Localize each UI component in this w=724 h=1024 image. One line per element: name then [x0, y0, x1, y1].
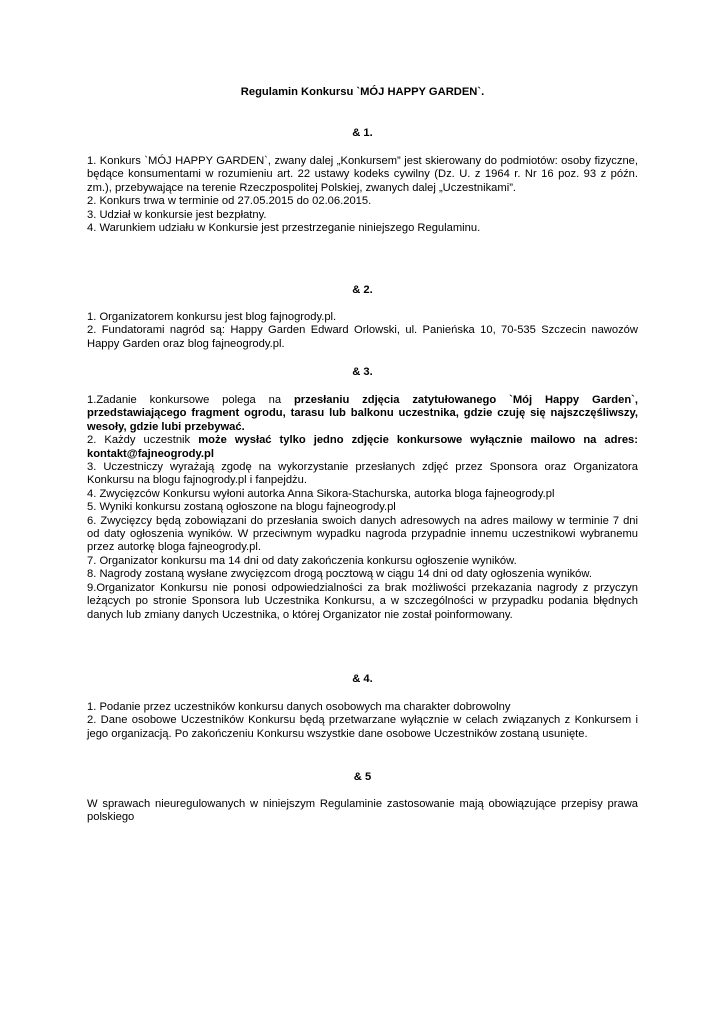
s2-paragraph-2: 2. Fundatorami nagród są: Happy Garden Edward Orlowski, ul. Panieńska 10, 70-535 Szczecin nawozów Happy Garden oraz blog fajneogrody.pl.: [87, 324, 638, 350]
section-5-heading: & 5: [353, 771, 372, 783]
section-5-body: [87, 798, 638, 825]
s3-paragraph-9: 9.Organizator Konkursu nie ponosi odpowiedzialności za brak możliwości przekazania nagrody z przyczyn leżących po stronie Sponsora lub Uczestnika Konkursu, a w szczególności w przypadku podania błędnych danych lub zmiany danych Uczestnika, o której Organizator nie został poinformowany.: [87, 581, 638, 621]
s2-paragraph-1: 1. Organizatorem konkursu jest blog fajnogrody.pl.: [87, 311, 337, 323]
section-3-heading: & 3.: [352, 366, 373, 378]
s3-paragraph-1: [87, 394, 638, 434]
s1-paragraph-1: 1. Konkurs `MÓJ HAPPY GARDEN`, zwany dalej „Konkursem” jest skierowany do podmiotów: osoby fizyczne, będące konsumentami w rozumieniu art. 22 ustawy kodeks cywilny (Dz. U. z 1964 r. Nr 16 poz. 93 z późn. zm.), przebywające na terenie Rzeczpospolitej Polskiej, zwanych dalej „Uczestnikami”.: [87, 155, 638, 194]
section-4-body: [87, 701, 638, 741]
s1-paragraph-4: 4. Warunkiem udziału w Konkursie jest przestrzeganie niniejszego Regulaminu.: [87, 222, 481, 235]
section-4-heading: & 4.: [352, 673, 373, 685]
s3-p1-text: 1.Zadanie konkursowe polega na: [87, 394, 294, 406]
section-1-heading: & 1.: [352, 127, 373, 139]
section-1-body: [87, 155, 638, 235]
s3-paragraph-2: [87, 434, 638, 461]
s1-paragraph-2: 2. Konkurs trwa w terminie od 27.05.2015 do 02.06.2015.: [87, 195, 372, 208]
section-3-body: [87, 394, 638, 622]
s3-paragraph-3: 3. Uczestniczy wyrażają zgodę na wykorzystanie przesłanych zdjęć przez Sponsora oraz Organizatora Konkursu na blogu fajnogrody.pl i fanpejdżu.: [87, 461, 638, 487]
s4-paragraph-2: 2. Dane osobowe Uczestników Konkursu będą przetwarzane wyłącznie w celach związanych z Konkursem i jego organizacją. Po zakończeniu Konkursu wszystkie dane osobowe Uczestników zostaną usunięte.: [87, 714, 638, 740]
section-2-body: [87, 311, 638, 351]
s3-p1-bold: przesłaniu zdjęcia zatytułowanego `Mój Happy Garden`, przedstawiającego fragment ogrodu, tarasu lub balkonu uczestnika, gdzie czuję się najszczęśliwszy, wesoły, gdzie lubi przebywać.: [87, 394, 638, 433]
s3-paragraph-5: 5. Wyniki konkursu zostaną ogłoszone na blogu fajneogrody.pl: [87, 501, 396, 514]
s5-paragraph-1: W sprawach nieuregulowanych w niniejszym Regulaminie zastosowanie mają obowiązujące przepisy prawa polskiego: [87, 798, 638, 824]
s3-p2-bold: może wysłać tylko jedno zdjęcie konkursowe wyłącznie mailowo na adres: kontakt@fajneogrody.pl: [87, 434, 638, 460]
document-title: Regulamin Konkursu `MÓJ HAPPY GARDEN`.: [240, 86, 485, 98]
s3-paragraph-8: 8. Nagrody zostaną wysłane zwycięzcom drogą pocztową w ciągu 14 dni od daty ogłoszenia wyników.: [87, 568, 592, 581]
s3-paragraph-6: 6. Zwycięzcy będą zobowiązani do przesłania swoich danych adresowych na adres mailowy w terminie 7 dni od daty ogłoszenia wyników. W przeciwnym wypadku nagroda przypadnie innemu uczestnikowi wybranemu przez autorkę bloga fajneogrody.pl.: [87, 514, 638, 554]
s3-p2-text: 2. Każdy uczestnik: [87, 434, 199, 447]
s1-paragraph-3: 3. Udział w konkursie jest bezpłatny.: [87, 208, 267, 221]
s4-paragraph-1: 1. Podanie przez uczestników konkursu danych osobowych ma charakter dobrowolny: [87, 701, 511, 713]
s3-paragraph-4: 4. Zwycięzców Konkursu wyłoni autorka Anna Sikora-Stachurska, autorka bloga fajneogrody.pl: [87, 487, 555, 500]
s3-paragraph-7: 7. Organizator konkursu ma 14 dni od daty zakończenia konkursu ogłoszenie wyników.: [87, 554, 517, 567]
section-2-heading: & 2.: [352, 284, 373, 296]
